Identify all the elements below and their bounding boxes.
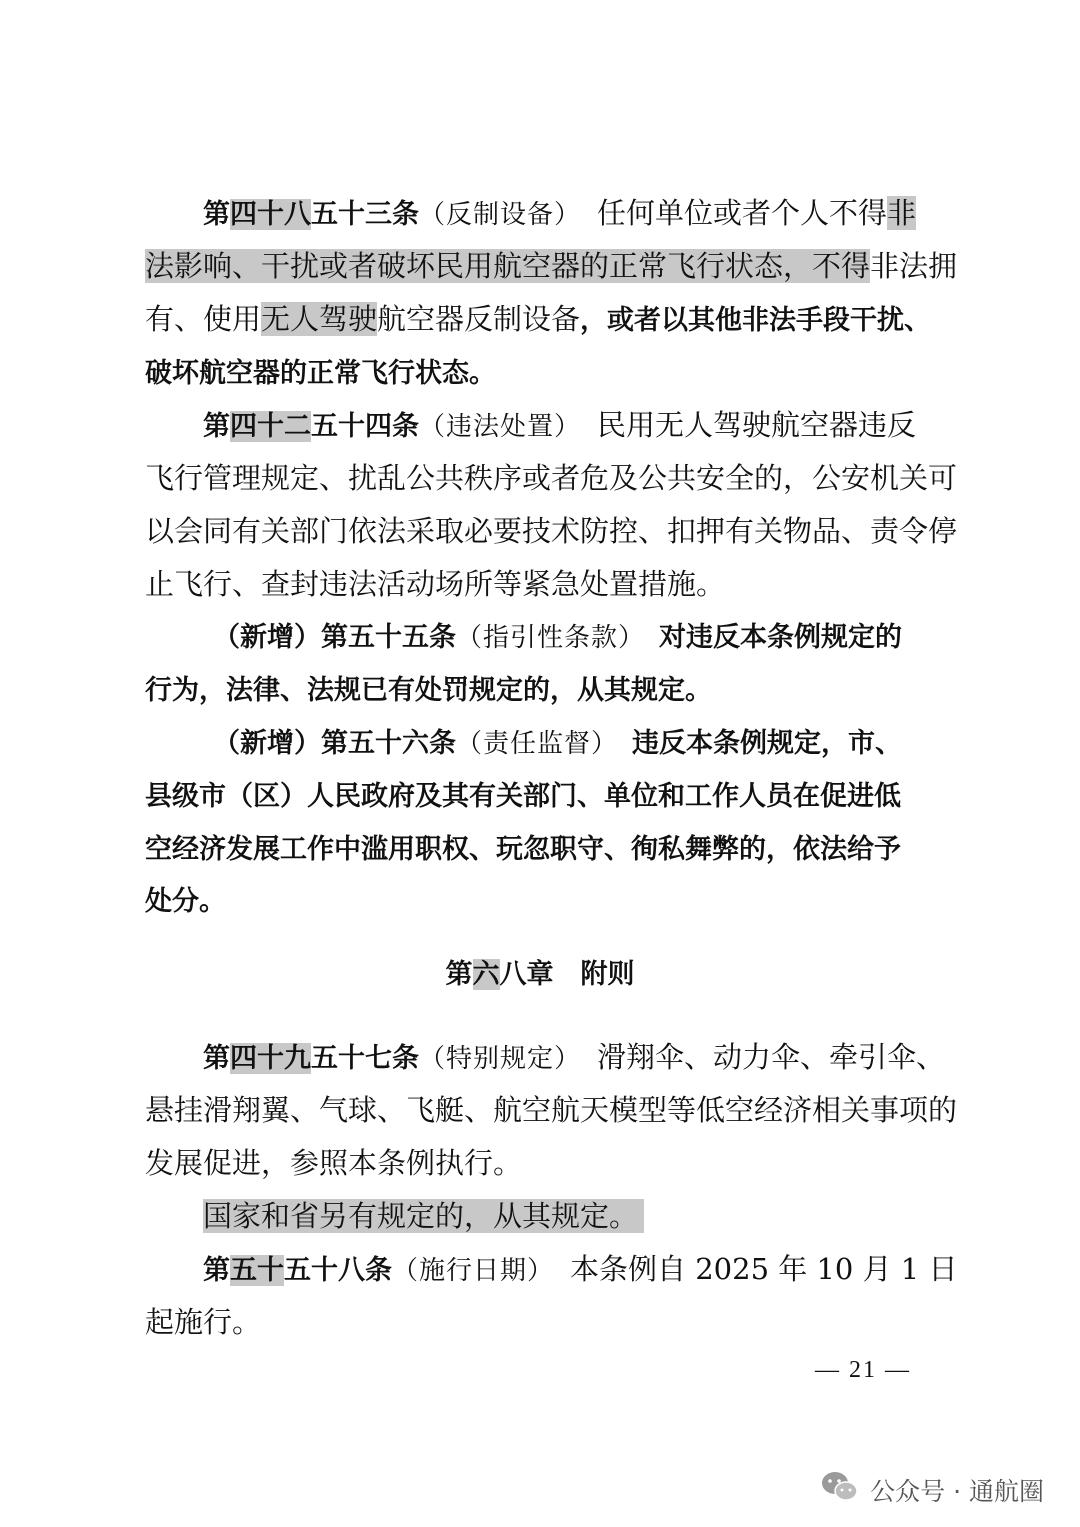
highlighted-text: 法影响、干扰或者破坏民用航空器的正常飞行状态，不得 xyxy=(145,249,871,283)
art56-line-2 xyxy=(0,775,1080,815)
article-text: 非法拥 xyxy=(870,249,958,283)
bold-added-text: 破坏航空器的正常飞行状态。 xyxy=(145,358,496,389)
article-number: 第 xyxy=(203,1043,230,1074)
article-keyword: （施行日期） xyxy=(392,1256,542,1286)
highlighted-text: 非 xyxy=(887,196,917,230)
article-text: 滑翔伞、动力伞、牵引伞、 xyxy=(568,1040,946,1074)
article-keyword: （指引性条款） xyxy=(456,623,633,653)
bold-added-text: ，或者以其他非法手段干扰、 xyxy=(580,305,932,336)
article-text: 发展促进，参照本条例执行。 xyxy=(145,1146,523,1180)
article-number: （新增）第五十五条 xyxy=(213,622,456,653)
deleted-number-highlight: 四十八 xyxy=(230,199,311,230)
highlighted-text: 无人驾驶 xyxy=(261,302,378,336)
deleted-number-highlight: 五十 xyxy=(230,1255,284,1286)
article-number: 五十四条 xyxy=(311,411,419,442)
bold-added-text: 县级市（区）人民政府及其有关部门、单位和工作人员在促进低 xyxy=(145,781,901,812)
art58-line-1 xyxy=(0,1249,1080,1289)
article-text: 悬挂滑翔翼、气球、飞艇、航空航天模型等低空经济相关事项的 xyxy=(145,1093,958,1127)
article-number: 第 xyxy=(203,411,230,442)
article-number: 五十三条 xyxy=(311,199,419,230)
art53-line-1 xyxy=(0,193,1080,233)
article-keyword: （反制设备） xyxy=(419,200,569,230)
highlighted-text: 国家和省另有规定的，从其规定。 xyxy=(203,1199,644,1233)
article-text: 飞行管理规定、扰乱公共秩序或者危及公共安全的，公安机关可 xyxy=(145,461,958,495)
bold-added-text: 违反本条例规定，市、 xyxy=(605,728,903,759)
article-text: 本条例自 2025 年 10 月 1 日 xyxy=(541,1252,958,1286)
article-number: 五十七条 xyxy=(311,1043,419,1074)
art57-line-1 xyxy=(0,1037,1080,1077)
article-number: （新增）第五十六条 xyxy=(213,728,456,759)
art54-line-4 xyxy=(0,564,1080,604)
article-number: 第 xyxy=(203,199,230,230)
article-text: 有、使用 xyxy=(145,302,262,336)
art56-line-4 xyxy=(0,880,1080,920)
art57-line-2 xyxy=(0,1090,1080,1130)
deleted-number-highlight: 四十九 xyxy=(230,1043,311,1074)
art56-line-3 xyxy=(0,828,1080,868)
article-number: 第 xyxy=(203,1255,230,1286)
bold-added-text: 对违反本条例规定的 xyxy=(632,622,903,653)
art54-line-3 xyxy=(0,511,1080,551)
watermark xyxy=(820,1470,1044,1510)
article-keyword: （违法处置） xyxy=(419,412,569,442)
article-text: 任何单位或者个人不得 xyxy=(568,196,888,230)
article-text: 止飞行、查封违法活动场所等紧急处置措施。 xyxy=(145,567,726,601)
page-number: — 21 — xyxy=(815,1357,911,1383)
art54-line-2 xyxy=(0,458,1080,498)
art57-line-4 xyxy=(0,1196,1080,1236)
art57-line-3 xyxy=(0,1143,1080,1183)
art58-line-2 xyxy=(0,1302,1080,1342)
deleted-number-highlight: 六 xyxy=(472,959,500,990)
bold-added-text: 空经济发展工作中滥用职权、玩忽职守、徇私舞弊的，依法给予 xyxy=(145,834,901,865)
article-keyword: （特别规定） xyxy=(419,1044,569,1074)
article-keyword: （责任监督） xyxy=(456,729,606,759)
article-text: 航空器反制设备 xyxy=(377,302,581,336)
art55-line-1 xyxy=(0,616,1080,656)
wechat-icon xyxy=(820,1470,860,1510)
chapter-title: 第六八章 附则 xyxy=(445,959,635,990)
watermark-text: 公众号 · 通航圈 xyxy=(870,1477,1044,1506)
bold-added-text: 行为，法律、法规已有处罚规定的，从其规定。 xyxy=(145,675,712,706)
article-text: 以会同有关部门依法采取必要技术防控、扣押有关物品、责令停 xyxy=(145,514,958,548)
art53-line-4 xyxy=(0,352,1080,392)
art55-line-2 xyxy=(0,669,1080,709)
article-number: 五十八条 xyxy=(284,1255,392,1286)
art53-line-2 xyxy=(0,246,1080,286)
art56-line-1 xyxy=(0,722,1080,762)
deleted-number-highlight: 四十二 xyxy=(230,411,311,442)
art53-line-3 xyxy=(0,299,1080,339)
bold-added-text: 处分。 xyxy=(145,886,226,917)
art54-line-1 xyxy=(0,405,1080,445)
article-text: 民用无人驾驶航空器违反 xyxy=(568,408,917,442)
article-text: 起施行。 xyxy=(145,1305,262,1339)
